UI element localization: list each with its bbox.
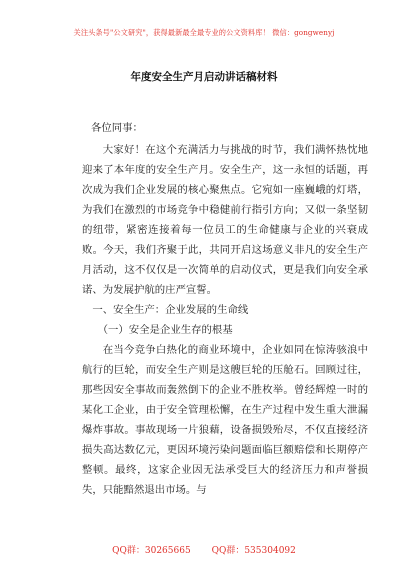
qq-footer bbox=[0, 543, 408, 556]
salutation: 各位同事： bbox=[91, 122, 143, 134]
document-body bbox=[82, 118, 368, 500]
body-paragraph: 在当今竞争白热化的商业环境中，企业如同在惊涛骇浪中航行的巨轮，而安全生产则是这艘巨轮的压舱石。回顾过往，那些因安全事故而轰然倒下的企业不胜枚举。曾经辉煌一时的某化工企业，由于安全管理松懈，在生产过程中发生重大泄漏爆炸事故。事故现场一片狼藉，设备损毁殆尽，不仅直接经济损失高达数亿元，更因环境污染问题面临巨额赔偿和长期停产整顿。最终，这家企业因无法承受巨大的经济压力和声誉损失，只能黯然退出市场。与 bbox=[82, 344, 368, 496]
section-heading: 一、安全生产：企业发展的生命线 bbox=[92, 304, 249, 316]
promo-header: 关注头条号"公文研究"，获得最新最全最专业的公文资料库！ 微信：gongwenyj bbox=[73, 28, 335, 37]
qq-group-2: QQ群：535304092 bbox=[211, 546, 296, 556]
opening-paragraph: 大家好！在这个充满活力与挑战的时节，我们满怀热忱地迎来了本年度的安全生产月。安全生产，这一永恒的话题，再次成为我们企业发展的核心聚焦点。它宛如一座巍峨的灯塔，为我们在激烈的市场竞争中稳健前行指引方向；又似一条坚韧的纽带，紧密连接着每一位员工的生命健康与企业的兴衰成败。今天，我们齐聚于此，共同开启这场意义非凡的安全生产月活动，这不仅仅是一次简单的启动仪式，更是我们向安全承诺、为发展护航的庄严宣誓。 bbox=[82, 144, 368, 296]
document-title: 年度安全生产月启动讲话稿材料 bbox=[130, 71, 278, 83]
qq-group-1: QQ群：30265665 bbox=[112, 546, 191, 556]
subsection-heading: （一）安全是企业生存的根基 bbox=[97, 324, 233, 336]
